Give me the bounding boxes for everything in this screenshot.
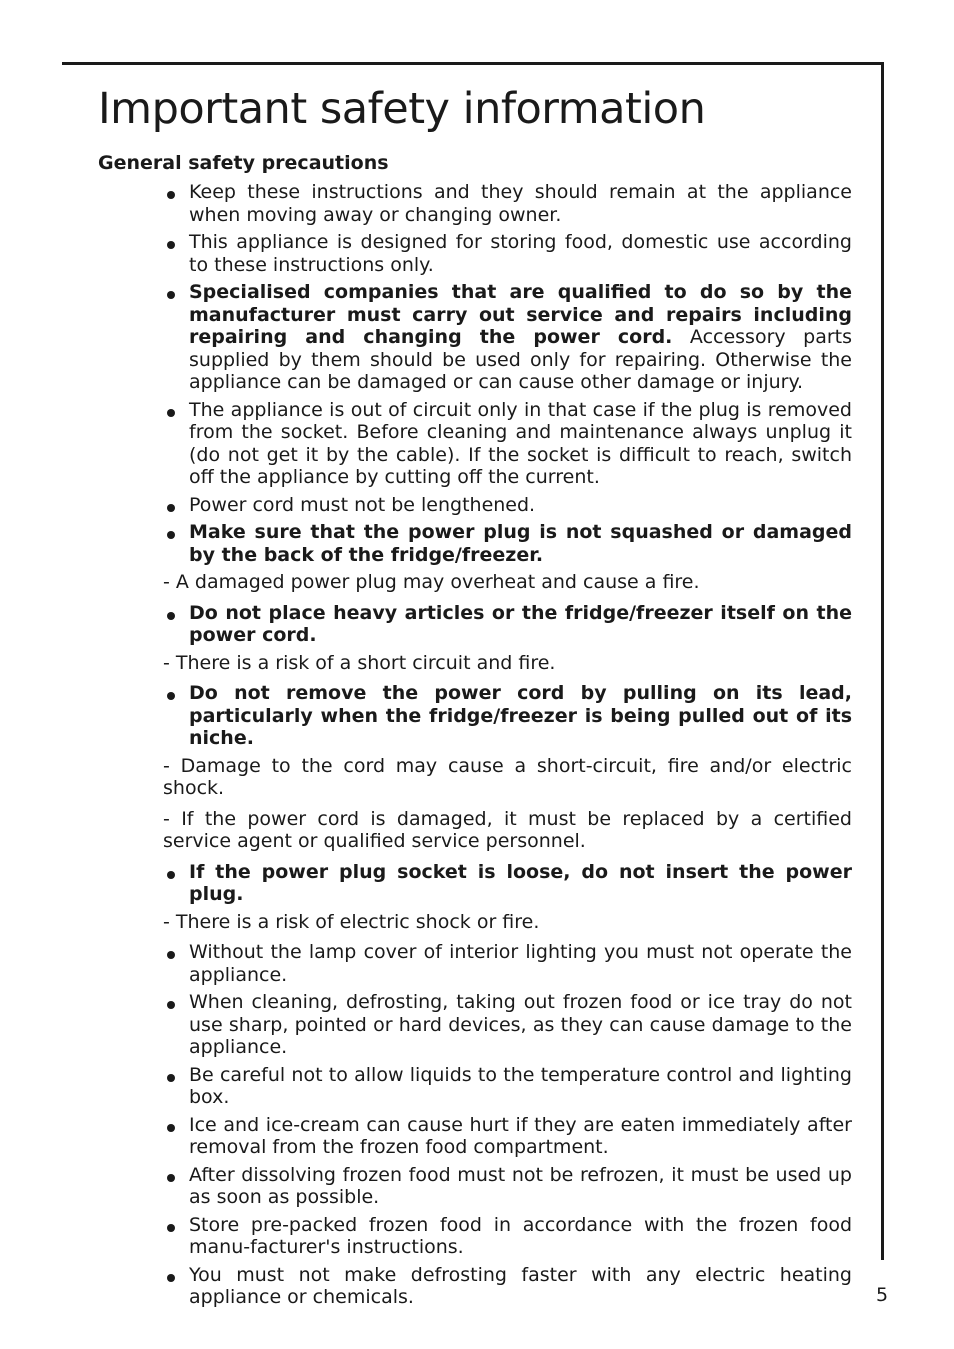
list-item (163, 281, 852, 394)
note-text: - If the power cord is damaged, it must be replaced by a certified service agent or qualified service personnel. (163, 807, 852, 852)
list-item-text: Power cord must not be lengthened. (189, 493, 536, 516)
page-number: 5 (876, 1284, 889, 1306)
list-item-text: Accessory parts supplied by them should be used only for repairing. Otherwise the appliance can be damaged or can cause other damage or injury. (189, 326, 853, 393)
bullet-icon (167, 612, 175, 620)
bullet-icon (167, 241, 175, 249)
bullet-icon (167, 291, 175, 299)
list-item (163, 602, 852, 647)
list-item-bold-text: If the power plug socket is loose, do not insert the power plug. (189, 860, 852, 905)
list-item-bold-text: Do not place heavy articles or the fridge/freezer itself on the power cord. (189, 601, 852, 646)
list-item (163, 941, 852, 986)
right-border-rule (881, 62, 884, 1260)
list-item-text: Without the lamp cover of interior lighting you must not operate the appliance. (189, 941, 852, 986)
list-item-text: You must not make defrosting faster with any electric heating appliance or chemicals. (189, 1263, 852, 1308)
list-item-text: After dissolving frozen food must not be refrozen, it must be used up as soon as possible. (189, 1163, 852, 1208)
bullet-icon (167, 409, 175, 417)
list-item-text: Store pre-packed frozen food in accordance with the frozen food manu-facturer's instructions. (189, 1213, 852, 1258)
bullet-icon (167, 692, 175, 700)
bullet-icon (167, 951, 175, 959)
list-item-bold-text: Make sure that the power plug is not squashed or damaged by the back of the fridge/freezer. (189, 521, 852, 566)
list-item (163, 494, 852, 517)
safety-list (163, 181, 852, 1314)
list-item-text: This appliance is designed for storing food, domestic use according to these instructions only. (189, 231, 852, 276)
list-item (163, 231, 852, 276)
list-item (163, 1214, 852, 1259)
list-item-text: Ice and ice-cream can cause hurt if they are eaten immediately after removal from the frozen food compartment. (189, 1113, 852, 1158)
bullet-icon (167, 1074, 175, 1082)
bullet-icon (167, 1001, 175, 1009)
list-item (163, 1114, 852, 1159)
bullet-icon (167, 531, 175, 539)
bullet-icon (167, 1274, 175, 1282)
note-text: - A damaged power plug may overheat and cause a fire. (163, 571, 700, 593)
list-item-text: Be careful not to allow liquids to the temperature control and lighting box. (189, 1063, 852, 1108)
bullet-icon (167, 871, 175, 879)
bullet-icon (167, 191, 175, 199)
bullet-icon (167, 1174, 175, 1182)
section-heading: General safety precautions (98, 152, 389, 174)
list-item (163, 861, 852, 906)
list-item-text: Keep these instructions and they should remain at the appliance when moving away or changing owner. (189, 181, 852, 226)
list-item-text: When cleaning, defrosting, taking out frozen food or ice tray do not use sharp, pointed or hard devices, as they can cause damage to the appliance. (189, 991, 852, 1058)
list-item (163, 181, 852, 226)
list-item (163, 1064, 852, 1109)
list-item (163, 682, 852, 750)
list-item-bold-text: Do not remove the power cord by pulling on its lead, particularly when the fridge/freezer is being pulled out of its niche. (189, 682, 852, 749)
note-text: - There is a risk of electric shock or fire. (163, 910, 540, 933)
bullet-icon (167, 504, 175, 512)
page-title: Important safety information (98, 84, 706, 134)
list-item (163, 991, 852, 1059)
bullet-icon (167, 1224, 175, 1232)
list-item (163, 399, 852, 489)
list-item (163, 1264, 852, 1309)
note-text: - There is a risk of a short circuit and fire. (163, 651, 556, 674)
list-item-bold-text: Specialised companies that are qualified to do so by the manufacturer must carry out service and repairs including repairing and changing the power cord. (189, 281, 852, 348)
bullet-icon (167, 1124, 175, 1132)
list-item-text: The appliance is out of circuit only in that case if the plug is removed from the socket. Before cleaning and maintenance always unplug it (do not get it by the cable). If the socket is difficult to reach, switch off the appliance by cutting off the current. (189, 398, 852, 488)
list-item (163, 521, 852, 566)
note-text: - Damage to the cord may cause a short-circuit, fire and/or electric shock. (163, 754, 852, 799)
list-item (163, 1164, 852, 1209)
top-border-rule (62, 62, 884, 65)
